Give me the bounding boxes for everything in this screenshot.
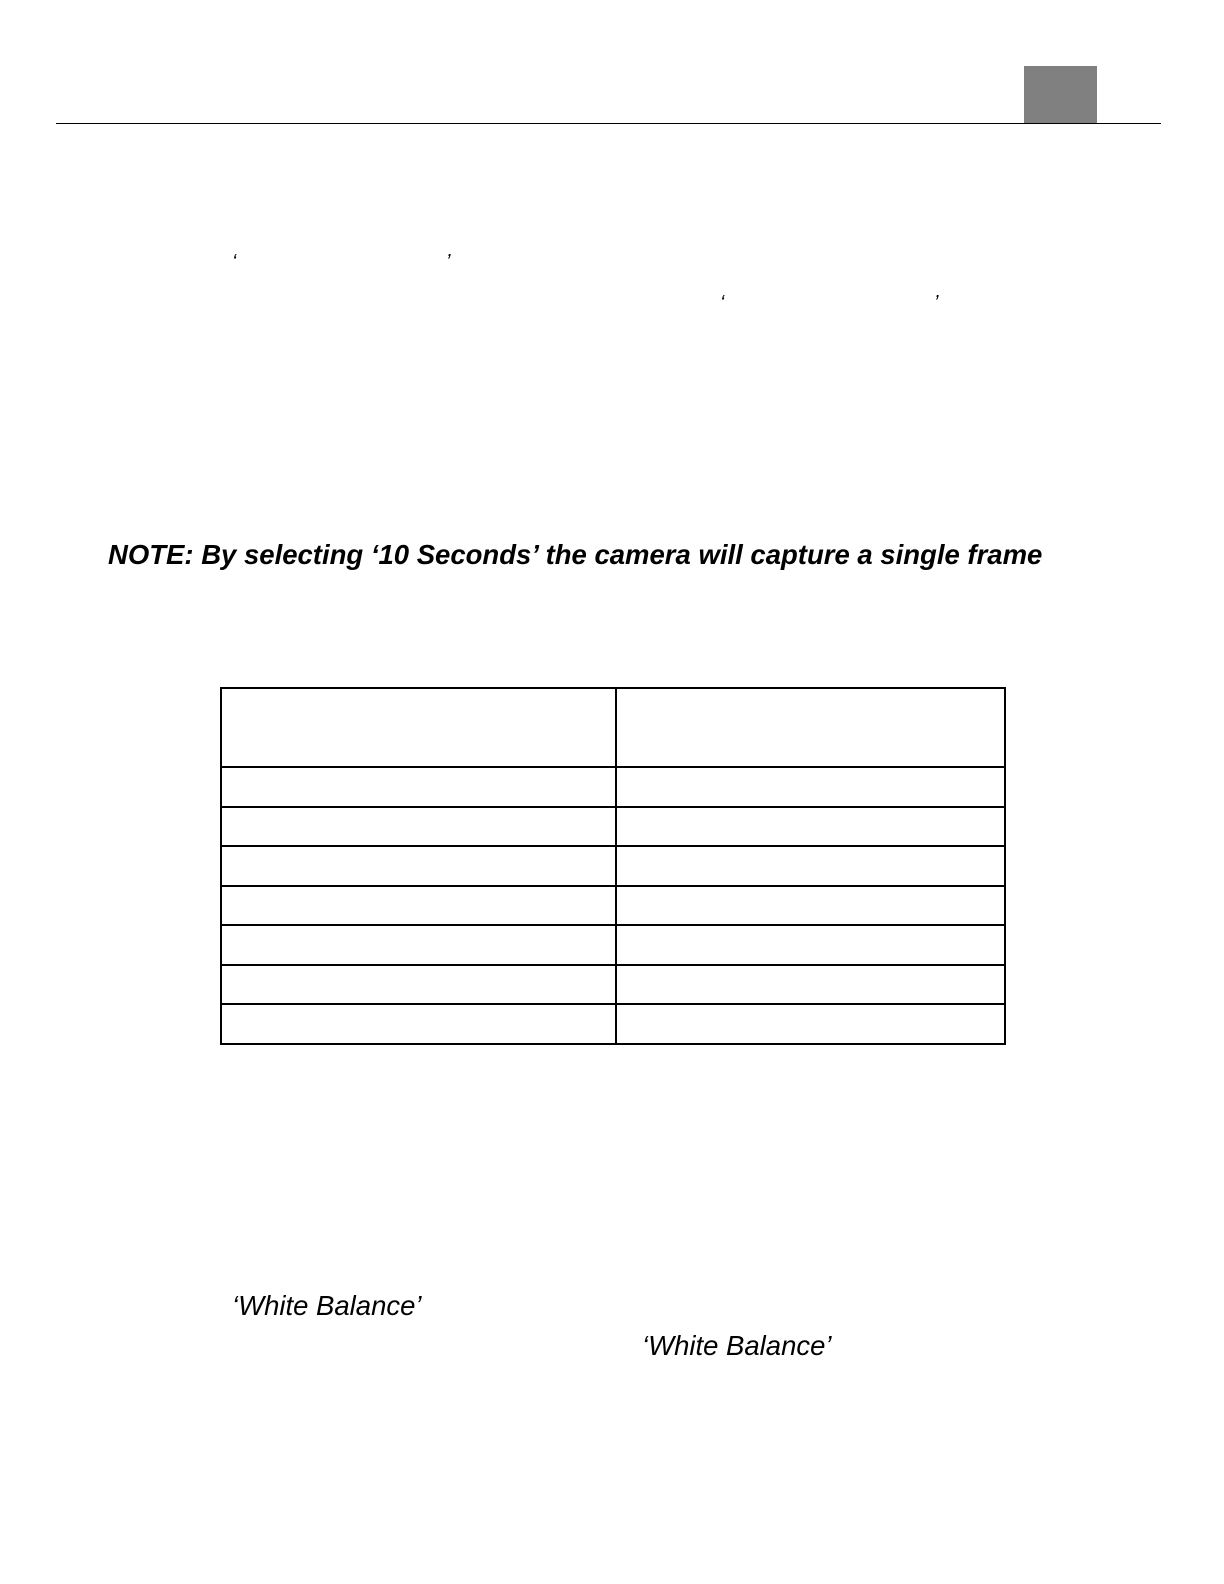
table-cell (616, 807, 1005, 847)
header-rule (56, 123, 1161, 124)
table-cell (221, 886, 616, 926)
table-row (221, 925, 1005, 965)
table-header-row (221, 688, 1005, 767)
open-quote-mark: ‘ (720, 292, 725, 314)
table-cell (616, 846, 1005, 886)
table-cell (616, 925, 1005, 965)
white-balance-term: ‘White Balance’ (232, 1290, 422, 1321)
table-cell (221, 1004, 616, 1044)
table-header-cell (616, 688, 1005, 767)
close-quote-mark: ’ (446, 251, 451, 273)
white-balance-term: ‘White Balance’ (642, 1330, 832, 1361)
table-row (221, 807, 1005, 847)
table-cell (221, 965, 616, 1005)
table-cell (616, 767, 1005, 807)
table-row (221, 1004, 1005, 1044)
table-row (221, 886, 1005, 926)
page-number-tab (1024, 66, 1097, 124)
settings-table (220, 687, 1006, 1045)
table-cell (616, 1004, 1005, 1044)
note-text: NOTE: By selecting ‘10 Seconds’ the camera will capture a single frame (108, 539, 1043, 570)
table-row (221, 767, 1005, 807)
table-header-cell (221, 688, 616, 767)
table-cell (616, 965, 1005, 1005)
table-cell (221, 807, 616, 847)
table-row (221, 965, 1005, 1005)
table-cell (616, 886, 1005, 926)
table-cell (221, 846, 616, 886)
open-quote-mark: ‘ (232, 251, 237, 273)
close-quote-mark: ’ (934, 292, 939, 314)
table-cell (221, 925, 616, 965)
table-cell (221, 767, 616, 807)
table-row (221, 846, 1005, 886)
